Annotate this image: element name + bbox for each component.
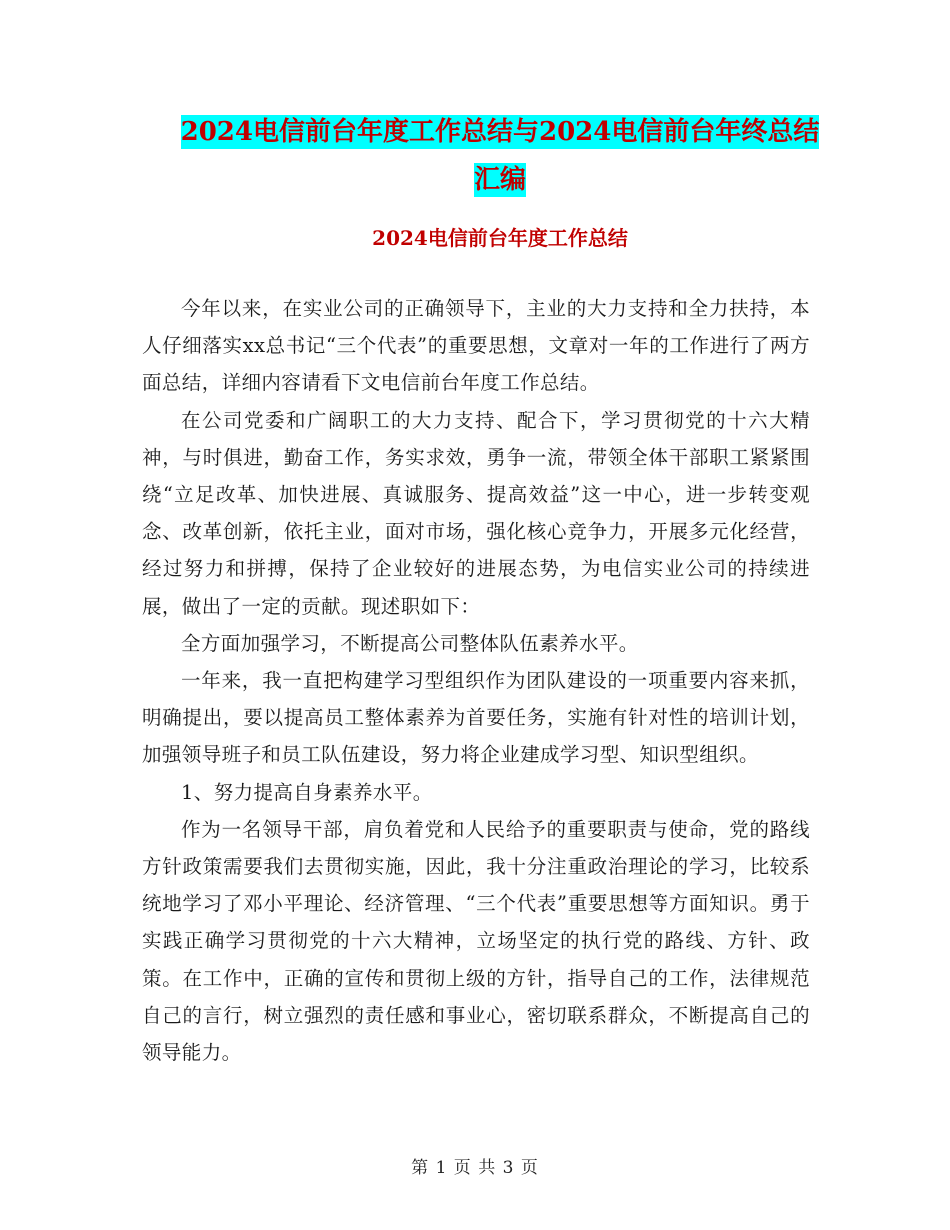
title-line-1: 2024电信前台年度工作总结与2024电信前台年终总结 xyxy=(180,117,820,147)
page-footer: 第 1 页 共 3 页 xyxy=(411,1158,539,1178)
paragraph: 1、努力提高自身素养水平。 xyxy=(181,780,433,804)
title-line-2: 汇编 xyxy=(473,165,526,195)
paragraph: 全方面加强学习，不断提高公司整体队伍素养水平。 xyxy=(181,631,639,655)
paragraph: 作为一名领导干部，肩负着党和人民给予的重要职责与使命，党的路线方针政策需要我们去贯彻实施，因此，我十分注重政治理论的学习，比较系统地学习了邓小平理论、经济管理、“三个代表”重要思想等方面知识。勇于实践正确学习贯彻党的十六大精神，立场坚定的执行党的路线、方针、政策。在工作中，正确的宣传和贯彻上级的方针，指导自己的工作，法律规范自己的言行，树立强烈的责任感和事业心，密切联系群众，不断提高自己的领导能力。 xyxy=(142,817,810,1065)
paragraph: 今年以来，在实业公司的正确领导下，主业的大力支持和全力扶持，本人仔细落实xx总书记“三个代表”的重要思想，文章对一年的工作进行了两方面总结，详细内容请看下文电信前台年度工作总结。 xyxy=(142,297,810,395)
paragraph: 在公司党委和广阔职工的大力支持、配合下，学习贯彻党的十六大精神，与时俱进，勤奋工作，务实求效，勇争一流，带领全体干部职工紧紧围绕“立足改革、加快进展、真诚服务、提高效益”这一中心，进一步转变观念、改革创新，依托主业，面对市场，强化核心竞争力，开展多元化经营，经过努力和拼搏，保持了企业较好的进展态势，为电信实业公司的持续进展，做出了一定的贡献。现述职如下： xyxy=(142,408,810,618)
document-title xyxy=(140,108,860,204)
document-body xyxy=(142,290,810,1071)
paragraph: 一年来，我一直把构建学习型组织作为团队建设的一项重要内容来抓，明确提出，要以提高员工整体素养为首要任务，实施有针对性的培训计划，加强领导班子和员工队伍建设，努力将企业建成学习型、知识型组织。 xyxy=(142,669,810,767)
section-title: 2024电信前台年度工作总结 xyxy=(372,226,628,250)
